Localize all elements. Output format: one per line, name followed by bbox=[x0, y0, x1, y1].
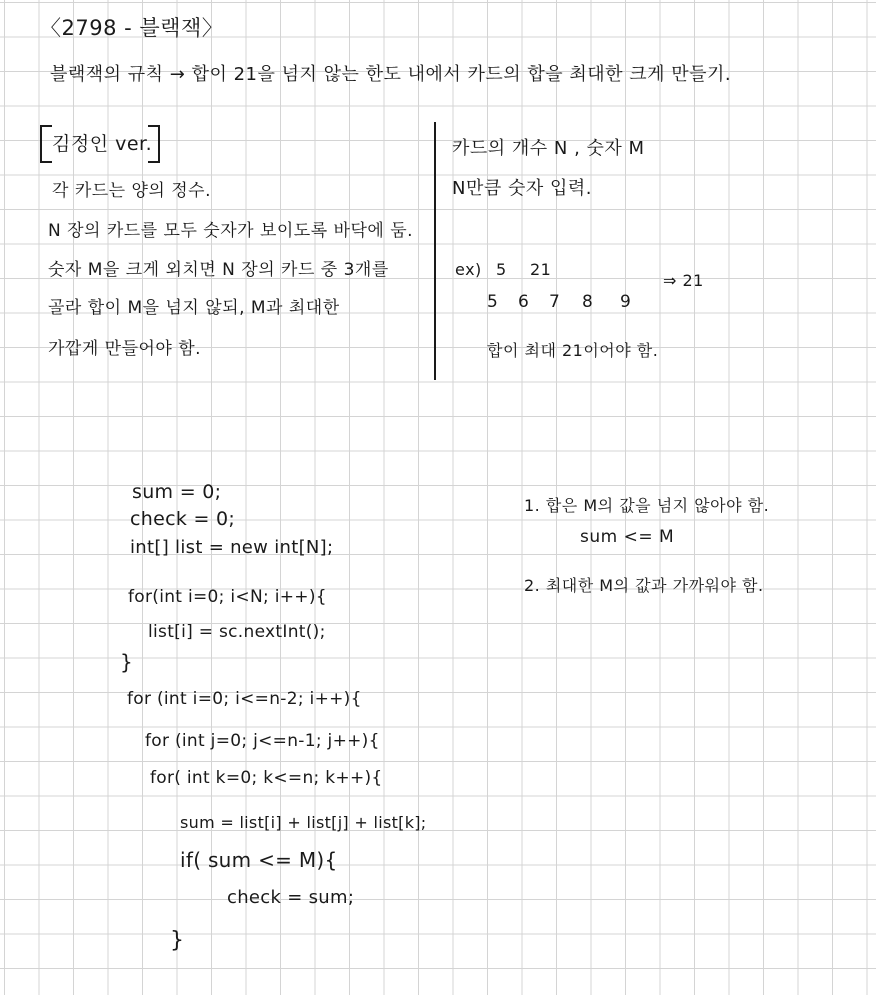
code-line-13: } bbox=[170, 928, 185, 953]
code-line-8: for (int j=0; j<=n-1; j++){ bbox=[145, 731, 380, 751]
code-line-3: int[] list = new int[N]; bbox=[130, 537, 334, 558]
example-result: ⇒ 21 bbox=[663, 271, 704, 290]
code-line-12: check = sum; bbox=[227, 887, 355, 908]
condition-1-expression: sum <= M bbox=[580, 527, 675, 547]
note-line-1: 각 카드는 양의 정수. bbox=[52, 181, 211, 201]
rule-description: 블랙잭의 규칙 → 합이 21을 넘지 않는 한도 내에서 카드의 합을 최대한 크게 만들기. bbox=[50, 64, 732, 85]
code-line-7: for (int i=0; i<=n-2; i++){ bbox=[127, 689, 362, 709]
example-card: 9 bbox=[620, 292, 632, 312]
example-card: 8 bbox=[582, 292, 594, 312]
example-note: 합이 최대 21이어야 함. bbox=[487, 341, 659, 360]
note-line-3: 숫자 M을 크게 외치면 N 장의 카드 중 3개를 bbox=[48, 260, 389, 280]
code-line-10: sum = list[i] + list[j] + list[k]; bbox=[180, 813, 427, 832]
example-card: 5 bbox=[487, 292, 499, 312]
note-line-2: N 장의 카드를 모두 숫자가 보이도록 바닥에 둠. bbox=[48, 221, 414, 241]
code-line-5: list[i] = sc.nextInt(); bbox=[148, 622, 326, 642]
example-m: 21 bbox=[530, 260, 552, 279]
condition-2: 2. 최대한 M의 값과 가까워야 함. bbox=[524, 576, 764, 595]
code-line-1: sum = 0; bbox=[132, 481, 222, 503]
code-line-2: check = 0; bbox=[130, 508, 236, 530]
code-line-9: for( int k=0; k<=n; k++){ bbox=[150, 768, 383, 788]
condition-1: 1. 합은 M의 값을 넘지 않아야 함. bbox=[524, 496, 770, 515]
vertical-divider bbox=[434, 122, 436, 380]
code-line-6: } bbox=[120, 650, 134, 674]
example-card: 7 bbox=[549, 292, 561, 312]
page-title: 〈2798 - 블랙잭〉 bbox=[40, 16, 224, 40]
example-label: ex) bbox=[455, 260, 482, 279]
code-line-11: if( sum <= M){ bbox=[180, 848, 338, 872]
example-n: 5 bbox=[496, 260, 507, 279]
example-card: 6 bbox=[518, 292, 530, 312]
note-line-4: 골라 합이 M을 넘지 않되, M과 최대한 bbox=[48, 298, 340, 318]
author-tag: 김정인 ver. bbox=[52, 133, 153, 155]
input-description: 카드의 개수 N , 숫자 M bbox=[452, 138, 645, 159]
code-line-4: for(int i=0; i<N; i++){ bbox=[128, 587, 327, 607]
input-description-2: N만큼 숫자 입력. bbox=[452, 178, 592, 199]
note-line-5: 가깝게 만들어야 함. bbox=[48, 339, 202, 359]
